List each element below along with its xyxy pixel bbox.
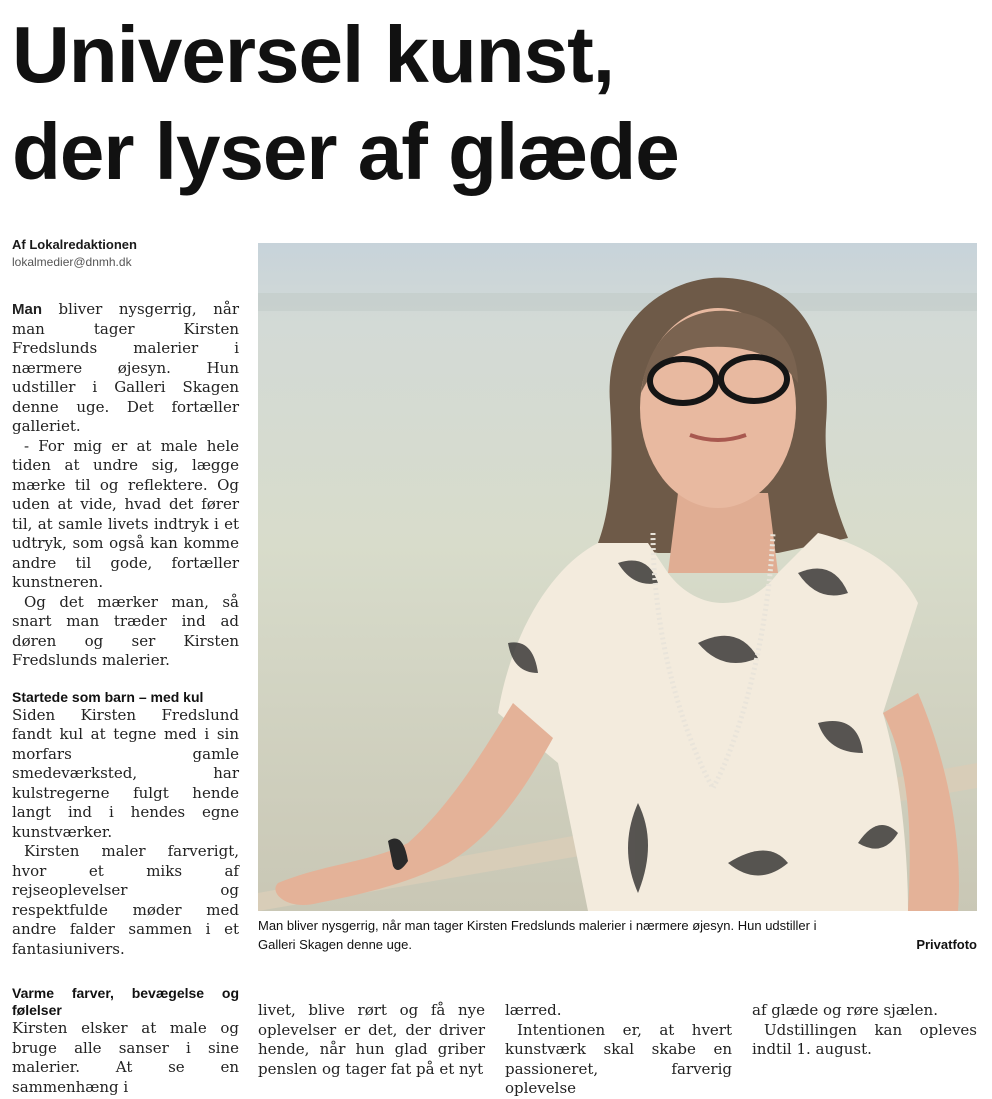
byline-author: Af Lokalredaktionen (12, 237, 137, 252)
subheading-2: Varme farver, bevægelse og følelser (12, 985, 239, 1018)
article-column-1 (12, 300, 239, 1097)
horizon-band (258, 293, 977, 311)
paragraph-10: af glæde og røre sjælen. (752, 1001, 938, 1019)
paragraph-quote: - For mig er at male hele tiden at undre sig, lægge mærke til og reflektere. Og uden at vide, hvad det fører til, at samle livets indtryk i et udtryk, som også kan komme andre til gode, fortæller kunstneren. (12, 436, 239, 591)
paragraph-8: lærred. (505, 1001, 562, 1019)
headline-line-1: Universel kunst, (12, 10, 615, 99)
lead-text: bliver nysgerrig, når man tager Kirsten Fredslunds malerier i nærmere øjesyn. Hun udstiller i Galleri Skagen denne uge. Det fortæller galleriet. (12, 300, 239, 435)
paragraph-3: Og det mærker man, så snart man træder ind ad døren og ser Kirsten Fredslunds malerier. (12, 592, 239, 669)
paragraph-7: livet, blive rørt og få nye oplevelser er det, der driver hende, når hun glad griber penslen og tager fat på et nyt (258, 1001, 485, 1078)
article-photo (258, 243, 977, 911)
article-column-2 (258, 1001, 485, 1079)
paragraph-6: Kirsten elsker at male og bruge alle sanser i sine malerier. At se en sammenhæng i (12, 1019, 239, 1096)
headline-line-2: der lyser af glæde (12, 107, 679, 196)
lead-word: Man (12, 301, 42, 318)
byline (12, 237, 137, 269)
photo-caption: Man bliver nysgerrig, når man tager Kirsten Fredslunds malerier i nærmere øjesyn. Hun udstiller i Galleri Skagen denne uge. (258, 918, 817, 952)
paragraph-4: Siden Kirsten Fredslund fandt kul at tegne med i sin morfars gamle smedeværksted, har kulstregerne fulgt hende langt ind i hendes egne kunstværker. (12, 705, 239, 841)
subheading-1: Startede som barn – med kul (12, 688, 204, 705)
photo-caption-block (258, 916, 977, 954)
photo-credit: Privatfoto (916, 937, 977, 952)
lead-paragraph (12, 300, 239, 437)
paragraph-11: Udstillingen kan opleves indtil 1. august. (752, 1020, 977, 1058)
portrait-photo (258, 243, 977, 911)
paragraph-5: Kirsten maler farverigt, hvor et miks af rejseoplevelser og respektfulde møder med andre falder sammen i et fantasiunivers. (12, 842, 239, 958)
byline-email: lokalmedier@dnmh.dk (12, 255, 132, 269)
paragraph-9: Intentionen er, at hvert kunstværk skal skabe en passioneret, farverig oplevelse (505, 1020, 732, 1097)
article-column-4 (752, 1001, 977, 1060)
article-column-3 (505, 1001, 732, 1099)
headline (12, 6, 982, 200)
